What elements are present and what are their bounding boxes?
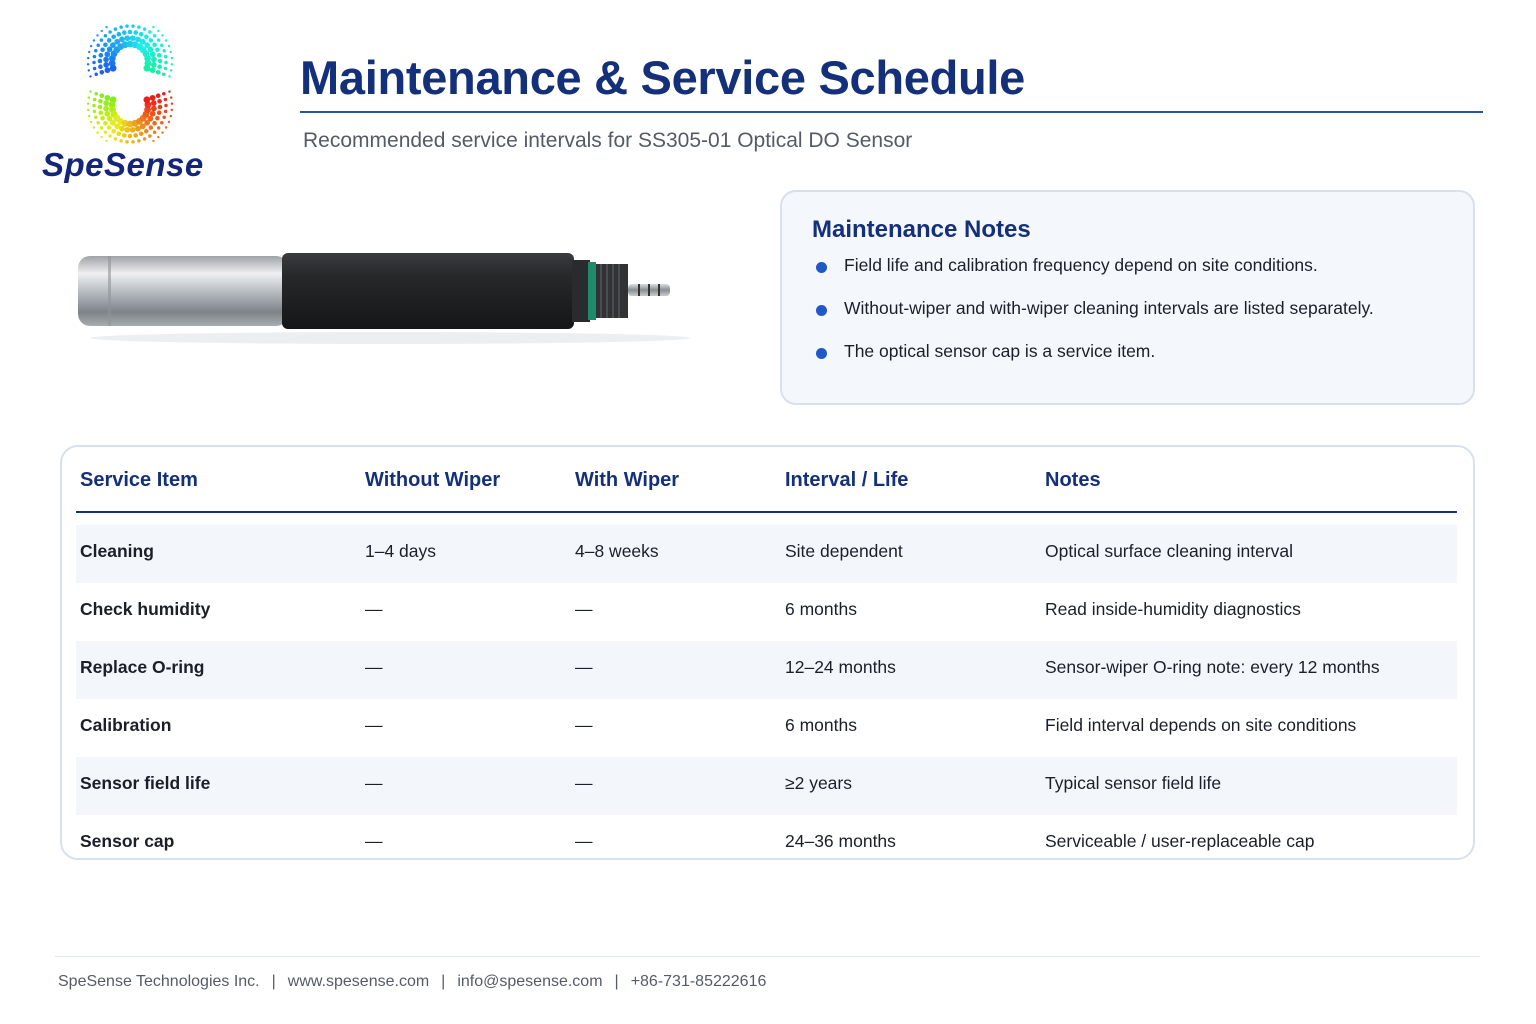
logo-dot (117, 132, 122, 137)
logo-dot (157, 110, 162, 115)
logo-dot (171, 57, 173, 59)
logo-dot (103, 100, 109, 106)
logo-dot (150, 95, 156, 101)
logo-dot (152, 43, 157, 48)
logo-dot (143, 27, 147, 31)
logo-dot (161, 131, 163, 133)
logo-dot (103, 57, 109, 63)
logo-dot (164, 98, 168, 102)
cell-notes: Typical sensor field life (1045, 773, 1222, 793)
logo-dot (119, 139, 123, 143)
header-divider (76, 511, 1457, 513)
logo-dot (149, 38, 154, 43)
logo-dot (101, 30, 103, 32)
logo-dot (93, 39, 95, 41)
logo-dot (144, 96, 151, 103)
bullet-icon (816, 262, 827, 273)
footer-phone: +86-731-85222616 (630, 973, 767, 990)
note-text: Field life and calibration frequency depend on site conditions. (844, 255, 1318, 275)
logo-dot (93, 67, 97, 71)
logo-dot (93, 55, 97, 59)
footer-website-link[interactable]: www.spesense.com (287, 973, 430, 990)
logo-dot (99, 53, 104, 58)
logo-dot (87, 63, 89, 65)
logo-dot (151, 57, 157, 63)
cell-without-wiper: 1–4 days (365, 541, 437, 561)
logo-dot (139, 132, 144, 137)
page-title: Maintenance & Service Schedule (300, 51, 1026, 104)
footer-separator: | (271, 973, 276, 990)
logo-dot (88, 96, 90, 98)
logo-dot (99, 110, 104, 115)
logo-dot (114, 27, 118, 31)
logo-dot (105, 140, 107, 142)
logo-dot (155, 116, 160, 121)
logo-dot (133, 30, 138, 35)
column-header-with-wiper: With Wiper (575, 469, 680, 491)
brand-name: SpeSense (42, 146, 204, 183)
cell-with-wiper: — (575, 831, 593, 851)
logo-dot (157, 126, 161, 129)
logo-dot (103, 43, 108, 48)
logo-dot (151, 62, 157, 68)
logo-dot (104, 51, 110, 57)
logo-dot (153, 34, 157, 38)
logo-dot (149, 125, 154, 130)
logo-dot (164, 55, 168, 59)
logo-dot (164, 61, 168, 65)
bullet-icon (816, 348, 827, 359)
note-text: Without-wiper and with-wiper cleaning intervals are listed separately. (844, 298, 1374, 318)
cell-with-wiper: 4–8 weeks (575, 541, 659, 561)
logo-dot (144, 65, 151, 72)
column-header-service-item: Service Item (80, 469, 198, 491)
cell-with-wiper: — (575, 599, 593, 619)
logo-dot (96, 34, 98, 36)
table-row (76, 641, 1457, 699)
logo-dot (158, 59, 163, 64)
logo-dot (137, 139, 141, 143)
logo-dot (88, 115, 90, 117)
logo-dot (98, 99, 103, 104)
logo-dot (165, 39, 167, 41)
logo-dot (119, 126, 125, 132)
logo-dot (100, 48, 105, 53)
logo-dot (128, 30, 133, 35)
logo-dot (107, 125, 112, 130)
logo-dot (137, 25, 141, 29)
column-header-notes: Notes (1045, 469, 1101, 491)
logo-dot (93, 126, 95, 128)
logo-dot (100, 38, 104, 42)
logo-dot (119, 37, 125, 43)
logo-dot (170, 51, 172, 53)
logo-dot (124, 127, 130, 133)
cell-notes: Field interval depends on site conditions (1045, 715, 1357, 735)
logo-dot (122, 30, 127, 35)
logo-dot (152, 121, 157, 126)
logo-dot (98, 105, 103, 110)
column-header-without-wiper: Without Wiper (365, 469, 501, 491)
note-item (814, 338, 1374, 381)
footer (58, 973, 766, 991)
cell-with-wiper: — (575, 657, 593, 677)
logo-dot (151, 106, 157, 112)
cell-notes: Read inside-humidity diagnostics (1045, 599, 1301, 619)
logo-dot (100, 126, 104, 129)
cell-service-item: Replace O-ring (80, 657, 205, 677)
logo-dot (144, 129, 149, 134)
logo-dot (131, 24, 135, 28)
logo-dot (100, 116, 105, 121)
logo-dot (104, 111, 110, 117)
logo-dot (108, 134, 112, 138)
logo-dot (111, 129, 116, 134)
note-item (814, 295, 1374, 338)
cell-without-wiper: — (365, 715, 383, 735)
logo-dot (170, 115, 172, 117)
cell-with-wiper: — (575, 715, 593, 735)
footer-separator: | (614, 973, 619, 990)
logo-dot (168, 75, 170, 77)
logo-dot (94, 49, 98, 53)
cell-notes: Sensor-wiper O-ring note: every 12 months (1045, 657, 1380, 677)
logo-dot (119, 25, 123, 29)
logo-dot (125, 24, 129, 28)
logo-dot (152, 26, 154, 28)
logo-dot (89, 75, 91, 77)
logo-dot (100, 70, 105, 75)
logo-dot (98, 64, 103, 69)
logo-dot (108, 30, 112, 34)
logo-dot (148, 116, 154, 122)
logo-dot (130, 35, 136, 41)
cell-with-wiper: — (575, 773, 593, 793)
logo-dot (92, 104, 96, 108)
logo-dot (148, 47, 154, 53)
notes-title: Maintenance Notes (812, 216, 1031, 243)
logo-dot (122, 133, 127, 138)
logo-dot (107, 38, 112, 43)
logo-dot (144, 35, 149, 40)
logo-dot (150, 67, 156, 73)
logo-dot (162, 49, 166, 53)
logo-dot (90, 45, 92, 47)
logo-dot (139, 32, 144, 37)
logo-dot (104, 34, 108, 38)
cell-service-item: Calibration (80, 715, 172, 735)
logo-dot (125, 140, 129, 144)
logo-dot (133, 133, 138, 138)
table-row (76, 757, 1457, 815)
logo-dot (168, 45, 170, 47)
cell-notes: Serviceable / user-replaceable cap (1045, 831, 1315, 851)
logo-dot (96, 121, 100, 125)
logo-dot (152, 140, 154, 142)
logo-dot (114, 137, 118, 141)
logo-dot (103, 121, 108, 126)
logo-dot (158, 105, 163, 110)
logo-dot (151, 100, 157, 106)
cell-interval: 24–36 months (785, 831, 896, 851)
note-item (814, 252, 1374, 295)
spesense-logo-icon (70, 24, 190, 144)
logo-dot (101, 136, 103, 138)
cell-notes: Optical surface cleaning interval (1045, 541, 1294, 561)
logo-dot (96, 43, 100, 47)
logo-dot (157, 38, 161, 42)
logo-dot (90, 121, 92, 123)
logo-dot (104, 131, 108, 135)
logo-dot (105, 95, 111, 101)
logo-dot (94, 73, 98, 77)
logo-dot (88, 69, 90, 71)
logo-dot (130, 127, 136, 133)
cell-service-item: Check humidity (80, 599, 211, 619)
logo-dot (89, 90, 91, 92)
logo-dot (162, 73, 166, 77)
logo-dot (117, 32, 122, 37)
logo-dot (162, 92, 166, 96)
logo-dot (131, 140, 135, 144)
logo-dot (168, 90, 170, 92)
cell-without-wiper: — (365, 831, 383, 851)
cell-interval: Site dependent (785, 541, 903, 561)
logo-dot (150, 51, 156, 57)
logo-dot (170, 69, 172, 71)
title-divider (300, 111, 1483, 113)
logo-dot (94, 92, 98, 96)
logo-dot (150, 111, 156, 117)
logo-dot (153, 131, 157, 135)
logo-dot (157, 64, 162, 69)
cell-without-wiper: — (365, 657, 383, 677)
logo-dot (103, 106, 109, 112)
logo-dot (96, 131, 98, 133)
logo-dot (92, 61, 96, 65)
logo-dot (160, 43, 164, 47)
brand-logo (40, 24, 220, 189)
logo-dot (148, 134, 152, 138)
logo-dot (164, 67, 168, 71)
logo-dot (156, 70, 161, 75)
logo-dot (143, 137, 147, 141)
cell-interval: ≥2 years (785, 773, 852, 793)
cell-service-item: Sensor field life (80, 773, 211, 793)
logo-dot (171, 103, 173, 105)
table-row (76, 583, 1457, 641)
cell-service-item: Cleaning (80, 541, 154, 561)
logo-dot (88, 51, 90, 53)
logo-dot (105, 67, 111, 73)
logo-dot (164, 110, 168, 114)
bullet-icon (816, 305, 827, 316)
maintenance-notes-card (780, 190, 1475, 405)
table-row (76, 815, 1457, 860)
logo-dot (93, 110, 97, 114)
cell-interval: 6 months (785, 715, 857, 735)
cell-service-item: Sensor cap (80, 831, 175, 851)
logo-dot (87, 109, 89, 111)
notes-list (814, 252, 1374, 381)
logo-dot (103, 62, 109, 68)
logo-dot (94, 116, 98, 120)
footer-company: SpeSense Technologies Inc. (58, 973, 260, 990)
logo-dot (98, 59, 103, 64)
table-row (76, 699, 1457, 757)
service-schedule-table (60, 445, 1475, 860)
logo-dot (161, 34, 163, 36)
cell-without-wiper: — (365, 599, 383, 619)
footer-separator: | (441, 973, 446, 990)
logo-dot (157, 53, 162, 58)
logo-dot (171, 63, 173, 65)
note-text: The optical sensor cap is a service item. (844, 341, 1156, 361)
logo-dot (100, 93, 105, 98)
logo-dot (157, 30, 159, 32)
logo-dot (111, 35, 116, 40)
logo-dot (105, 26, 107, 28)
logo-dot (148, 30, 152, 34)
footer-divider (55, 956, 1480, 957)
logo-dot (160, 121, 164, 125)
sensor-product-image (60, 220, 700, 360)
logo-dot (155, 48, 160, 53)
logo-dot (87, 57, 89, 59)
logo-dot (162, 116, 166, 120)
logo-dot (124, 35, 130, 41)
logo-dot (128, 134, 133, 139)
logo-dot (165, 126, 167, 128)
logo-dot (157, 99, 162, 104)
logo-dot (171, 109, 173, 111)
cell-without-wiper: — (365, 773, 383, 793)
logo-dot (157, 136, 159, 138)
table-row (76, 525, 1457, 583)
footer-email-link[interactable]: info@spesense.com (457, 973, 603, 990)
logo-dot (93, 98, 97, 102)
cell-interval: 6 months (785, 599, 857, 619)
logo-dot (87, 103, 89, 105)
column-header-interval: Interval / Life (785, 469, 909, 491)
page-subtitle: Recommended service intervals for SS305-01 Optical DO Sensor (303, 129, 913, 152)
logo-dot (168, 121, 170, 123)
logo-dot (156, 93, 161, 98)
cell-interval: 12–24 months (785, 657, 896, 677)
logo-dot (164, 104, 168, 108)
table-header (62, 447, 1473, 513)
logo-dot (170, 96, 172, 98)
